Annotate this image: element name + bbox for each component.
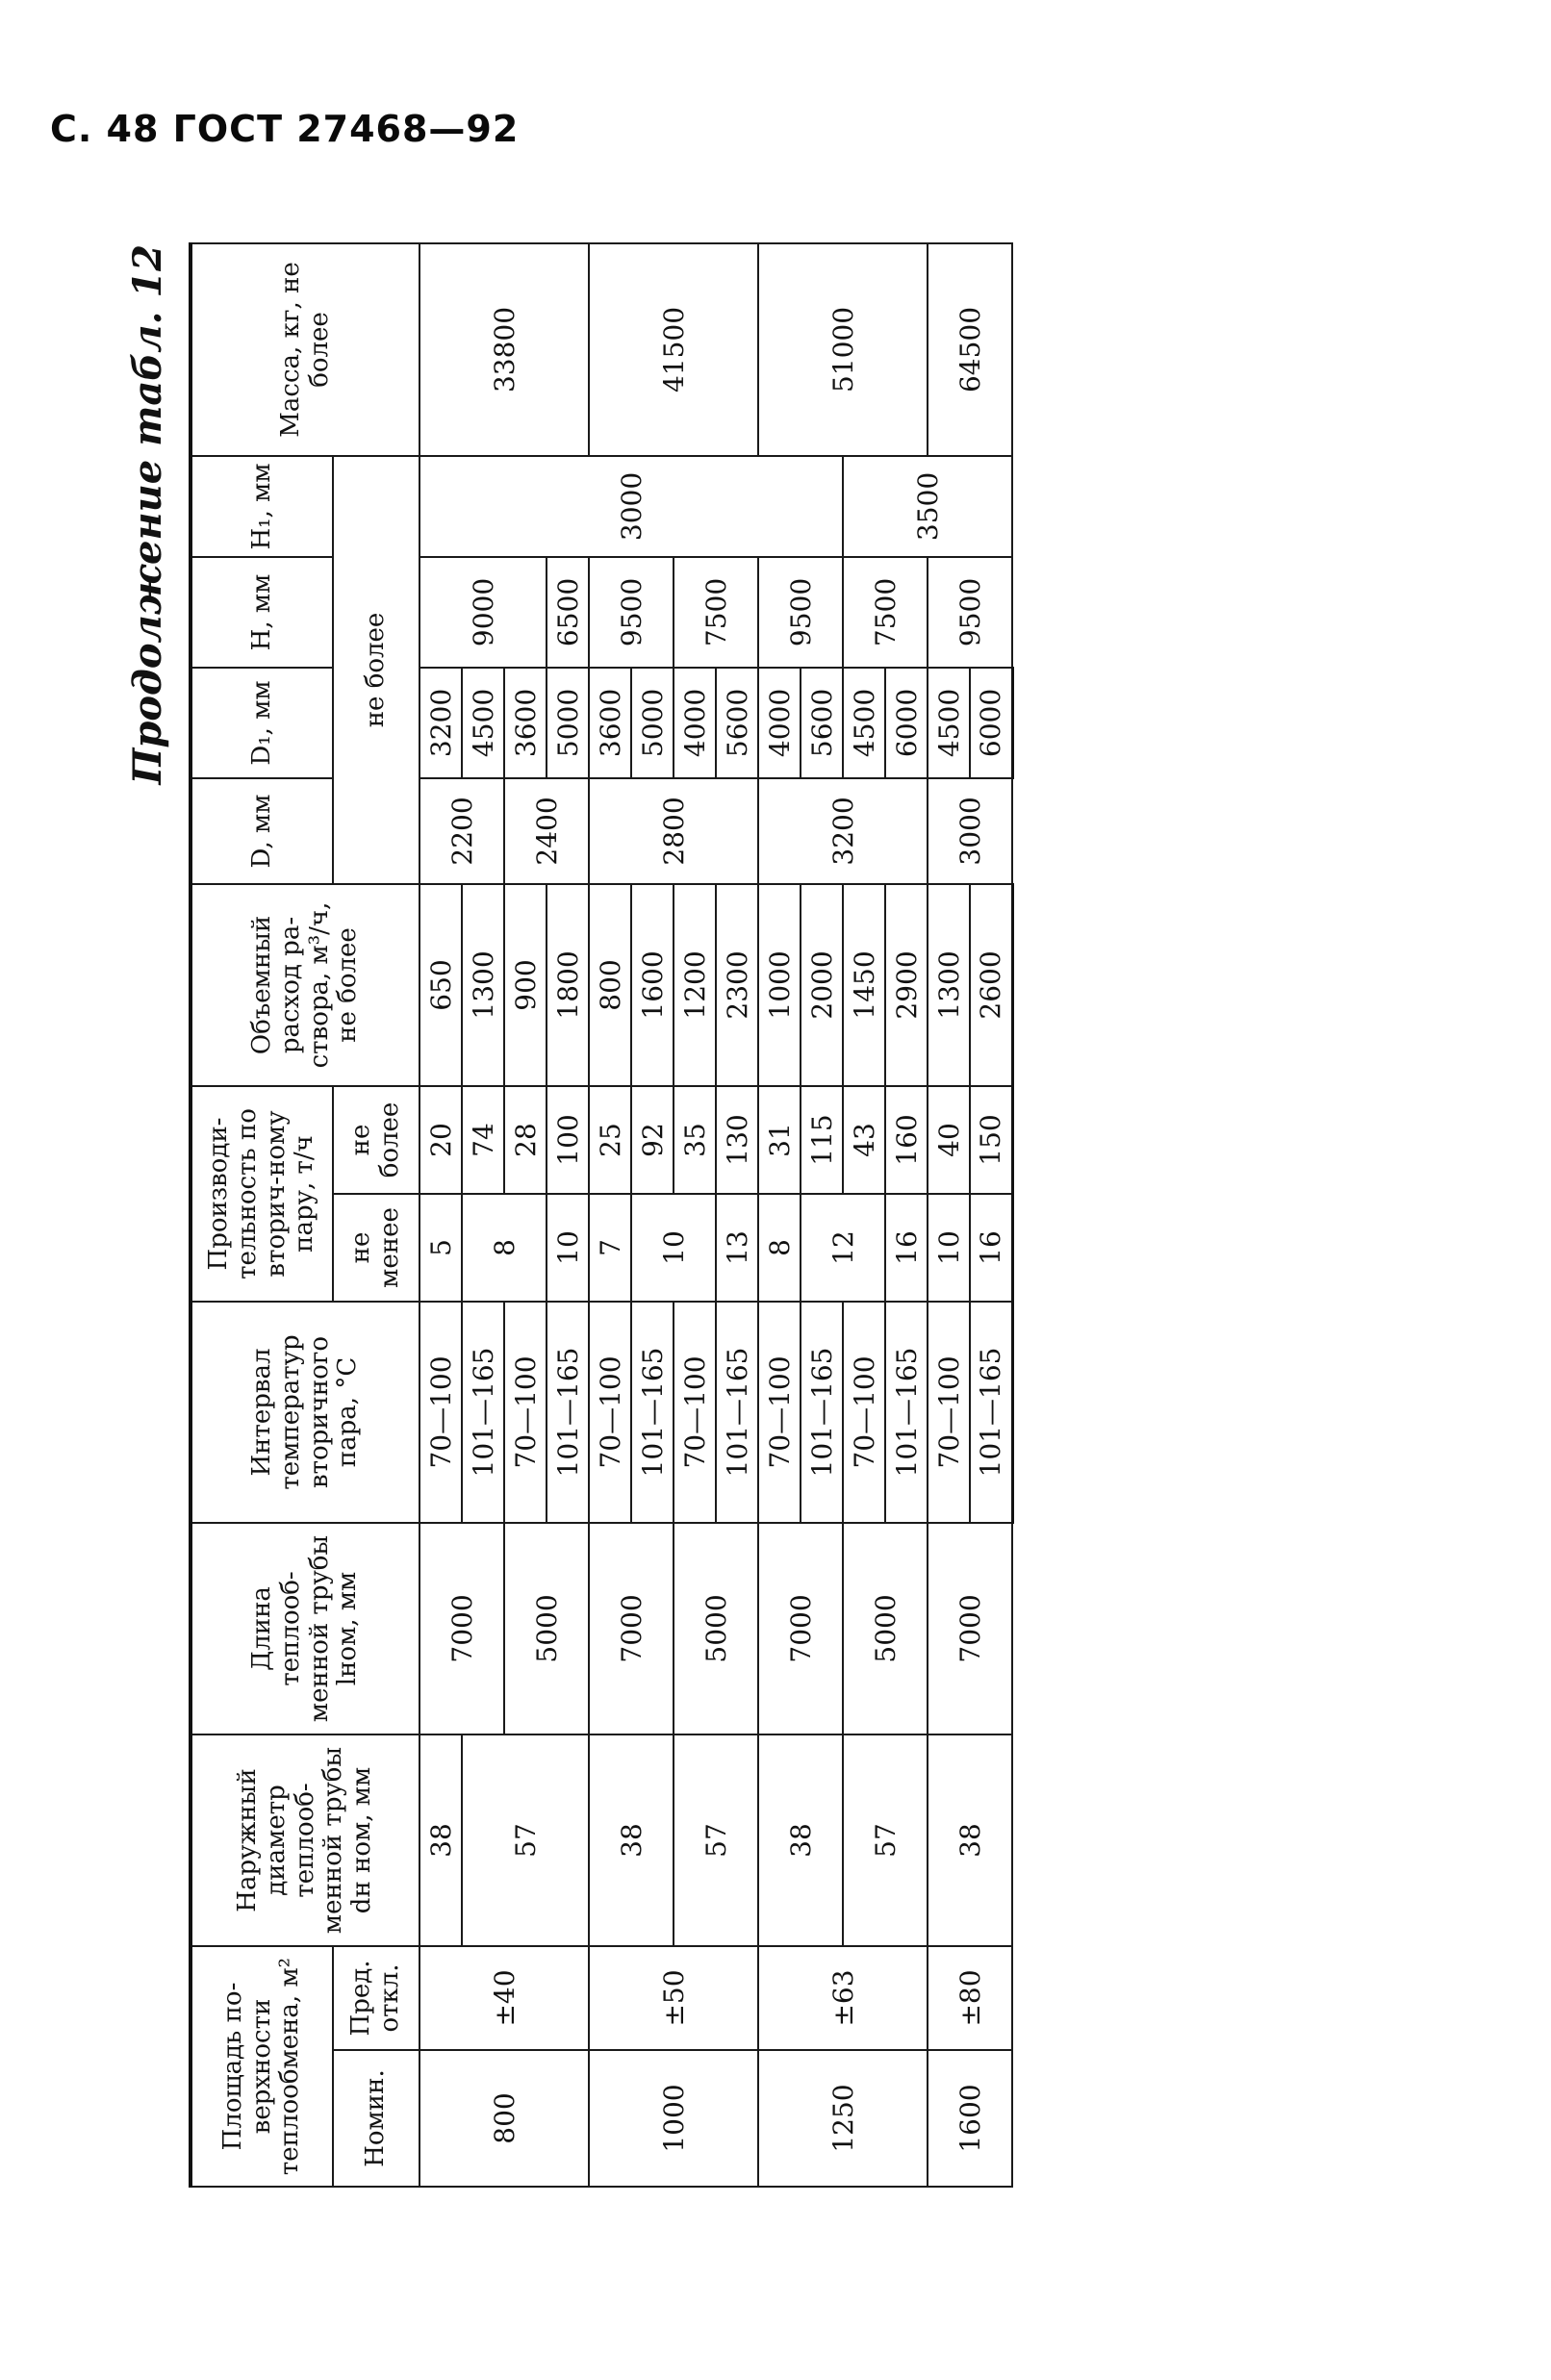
D1-cell: 3200 [420, 668, 462, 778]
length-cell: 7000 [589, 1523, 674, 1734]
H-cell: 7500 [843, 557, 928, 668]
diameter-cell: 38 [589, 1734, 674, 1946]
mass-cell: 41500 [589, 243, 758, 456]
D-cell: 3000 [928, 778, 1012, 884]
diameter-cell: 38 [758, 1734, 843, 1946]
prod-min-cell: 7 [589, 1194, 631, 1302]
prod-min-header: не менее [333, 1194, 420, 1302]
temp-header: Интервал температур вторичного пара, °С [191, 1302, 420, 1523]
specs-table [189, 242, 1014, 2188]
temp-cell: 70—100 [504, 1302, 547, 1523]
diameter-cell: 57 [462, 1734, 589, 1946]
D1-cell: 4500 [843, 668, 885, 778]
mass-cell: 64500 [928, 243, 1012, 456]
prod-max-cell: 160 [885, 1086, 928, 1194]
flow-cell: 1300 [462, 884, 504, 1086]
D1-cell: 3600 [589, 668, 631, 778]
H-cell: 9000 [420, 557, 547, 668]
diameter-cell: 57 [674, 1734, 758, 1946]
temp-cell: 101—165 [885, 1302, 928, 1523]
temp-cell: 70—100 [928, 1302, 970, 1523]
mass-cell: 51000 [758, 243, 928, 456]
diameter-header-text: Наружный диаметр теплооб-менной трубы [232, 1746, 348, 1935]
D1-cell: 4500 [928, 668, 970, 778]
flow-cell: 1450 [843, 884, 885, 1086]
length-cell: 5000 [674, 1523, 758, 1734]
H-cell: 9500 [758, 557, 843, 668]
flow-cell: 2300 [716, 884, 758, 1086]
area-nom-header: Номин. [333, 2050, 420, 2187]
table-row [420, 243, 462, 2187]
area-nom-cell: 1250 [758, 2050, 928, 2187]
D-cell: 3200 [758, 778, 928, 884]
prod-max-cell: 31 [758, 1086, 801, 1194]
area-nom-cell: 800 [420, 2050, 589, 2187]
diameter-header-symbol: dн ном, мм [347, 1766, 377, 1914]
prod-min-cell: 10 [928, 1194, 970, 1302]
page-header: С. 48 ГОСТ 27468—92 [50, 108, 520, 150]
prod-max-cell: 150 [970, 1086, 1012, 1194]
temp-cell: 101—165 [716, 1302, 758, 1523]
area-header: Площадь по-верхности теплообмена, м² [191, 1946, 333, 2187]
length-header-symbol: lном, мм [333, 1571, 363, 1686]
temp-cell: 70—100 [589, 1302, 631, 1523]
prod-min-cell: 13 [716, 1194, 758, 1302]
D-cell: 2800 [589, 778, 758, 884]
length-cell: 7000 [758, 1523, 843, 1734]
flow-cell: 800 [589, 884, 631, 1086]
length-cell: 7000 [928, 1523, 1012, 1734]
flow-cell: 2600 [970, 884, 1012, 1086]
temp-cell: 101—165 [970, 1302, 1012, 1523]
flow-cell: 650 [420, 884, 462, 1086]
prod-max-cell: 43 [843, 1086, 885, 1194]
D1-cell: 5000 [547, 668, 589, 778]
prod-min-cell: 5 [420, 1194, 462, 1302]
D-header: D, мм [191, 778, 333, 884]
flow-cell: 1300 [928, 884, 970, 1086]
area-dev-header: Пред. откл. [333, 1946, 420, 2050]
prod-max-cell: 92 [631, 1086, 674, 1194]
diameter-cell: 57 [843, 1734, 928, 1946]
prod-max-cell: 130 [716, 1086, 758, 1194]
H-cell: 6500 [547, 557, 589, 668]
temp-cell: 101—165 [462, 1302, 504, 1523]
D1-cell: 3600 [504, 668, 547, 778]
prod-min-cell: 10 [547, 1194, 589, 1302]
prod-min-cell: 16 [885, 1194, 928, 1302]
D1-cell: 4000 [758, 668, 801, 778]
area-dev-cell: ±80 [928, 1946, 1012, 2050]
flow-cell: 900 [504, 884, 547, 1086]
temp-cell: 70—100 [758, 1302, 801, 1523]
D1-cell: 5000 [631, 668, 674, 778]
length-cell: 7000 [420, 1523, 504, 1734]
D-cell: 2400 [504, 778, 589, 884]
H-header: H, мм [191, 557, 333, 668]
diameter-cell: 38 [928, 1734, 1012, 1946]
prod-max-cell: 100 [547, 1086, 589, 1194]
D-cell: 2200 [420, 778, 504, 884]
rotated-table-container [125, 244, 1434, 2188]
flow-cell: 1600 [631, 884, 674, 1086]
H-cell: 9500 [589, 557, 674, 668]
D1-cell: 6000 [970, 668, 1012, 778]
D1-cell: 4000 [674, 668, 716, 778]
prod-min-cell: 16 [970, 1194, 1012, 1302]
length-cell: 5000 [843, 1523, 928, 1734]
flow-header: Объемный расход ра-створа, м³/ч, не более [191, 884, 420, 1086]
flow-cell: 1800 [547, 884, 589, 1086]
prod-max-cell: 115 [801, 1086, 843, 1194]
table-caption: Продолжение табл. 12 [125, 244, 170, 785]
flow-cell: 2900 [885, 884, 928, 1086]
D1-cell: 4500 [462, 668, 504, 778]
D1-cell: 5600 [716, 668, 758, 778]
dimensions-note: не более [333, 456, 420, 884]
area-nom-cell: 1000 [589, 2050, 758, 2187]
area-nom-cell: 1600 [928, 2050, 1012, 2187]
temp-cell: 70—100 [843, 1302, 885, 1523]
prod-min-cell: 10 [631, 1194, 716, 1302]
flow-cell: 1000 [758, 884, 801, 1086]
temp-cell: 70—100 [674, 1302, 716, 1523]
prod-max-cell: 28 [504, 1086, 547, 1194]
temp-cell: 101—165 [631, 1302, 674, 1523]
D1-cell: 5600 [801, 668, 843, 778]
prod-min-cell: 8 [462, 1194, 547, 1302]
prod-max-cell: 40 [928, 1086, 970, 1194]
flow-cell: 1200 [674, 884, 716, 1086]
prod-max-cell: 20 [420, 1086, 462, 1194]
H1-cell: 3000 [420, 456, 843, 557]
prod-max-header: не более [333, 1086, 420, 1194]
prod-max-cell: 35 [674, 1086, 716, 1194]
prod-header: Производи-тельность по вторич-ному пару, т/ч [191, 1086, 333, 1302]
length-header-text: Длина теплооб-менной трубы [246, 1534, 334, 1723]
length-header [191, 1523, 420, 1734]
area-dev-cell: ±40 [420, 1946, 589, 2050]
temp-cell: 101—165 [801, 1302, 843, 1523]
H-cell: 7500 [674, 557, 758, 668]
H1-header: H₁, мм [191, 456, 333, 557]
prod-max-cell: 25 [589, 1086, 631, 1194]
mass-header: Масса, кг, не более [191, 243, 420, 456]
diameter-header [191, 1734, 420, 1946]
area-dev-cell: ±50 [589, 1946, 758, 2050]
D1-cell: 6000 [885, 668, 928, 778]
prod-min-cell: 8 [758, 1194, 801, 1302]
flow-cell: 2000 [801, 884, 843, 1086]
area-dev-cell: ±63 [758, 1946, 928, 2050]
prod-max-cell: 74 [462, 1086, 504, 1194]
H-cell: 9500 [928, 557, 1012, 668]
diameter-cell: 38 [420, 1734, 462, 1946]
prod-min-cell: 12 [801, 1194, 885, 1302]
length-cell: 5000 [504, 1523, 589, 1734]
temp-cell: 70—100 [420, 1302, 462, 1523]
temp-cell: 101—165 [547, 1302, 589, 1523]
D1-header: D₁, мм [191, 668, 333, 778]
H1-cell: 3500 [843, 456, 1012, 557]
mass-cell: 33800 [420, 243, 589, 456]
